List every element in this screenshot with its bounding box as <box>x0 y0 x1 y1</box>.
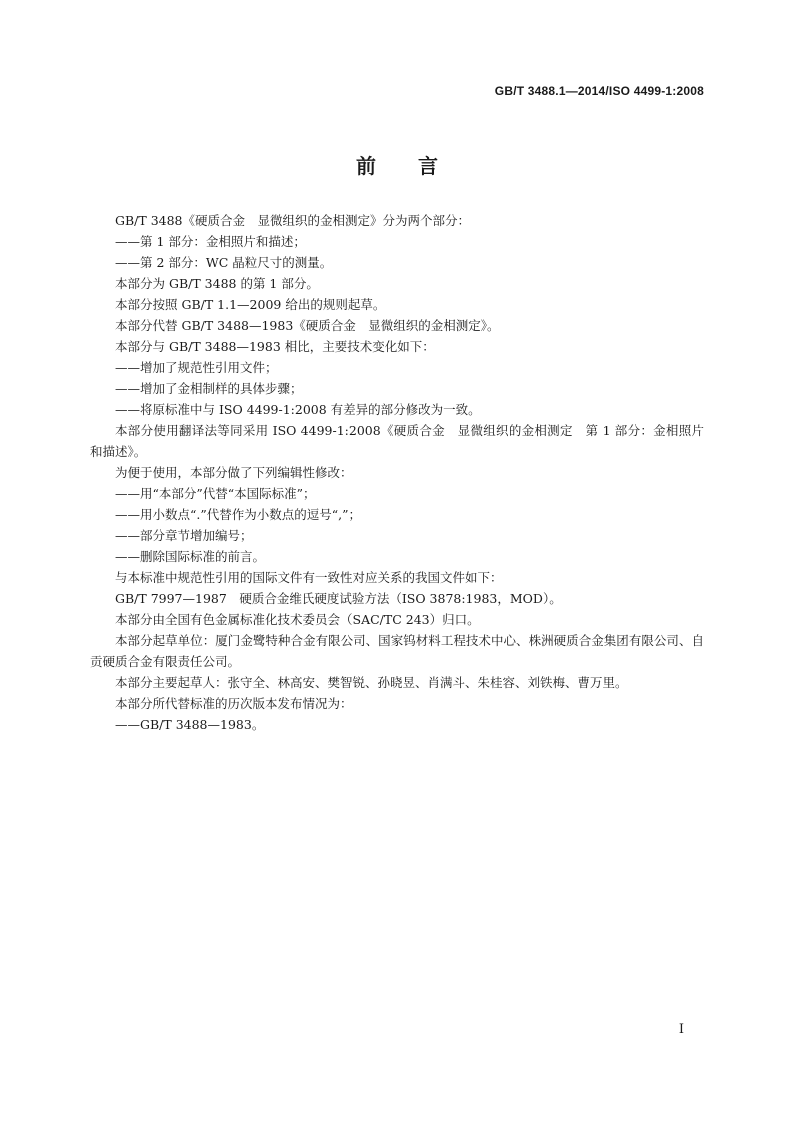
paragraph: 为便于使用，本部分做了下列编辑性修改： <box>115 465 353 480</box>
paragraph: 本部分代替 GB/T 3488—1983《硬质合金 显微组织的金相测定》。 <box>115 318 500 333</box>
paragraph: ——GB/T 3488—1983。 <box>115 717 265 732</box>
page-title: 前言 <box>356 154 480 178</box>
paragraph: ——第 1 部分：金相照片和描述； <box>115 234 306 249</box>
paragraph: 与本标准中规范性引用的国际文件有一致性对应关系的我国文件如下： <box>115 570 503 585</box>
paragraph: ——用“本部分”代替“本国际标准”； <box>115 486 316 501</box>
paragraph: 本部分由全国有色金属标准化技术委员会（SAC/TC 243）归口。 <box>115 612 480 627</box>
paragraph: 本部分所代替标准的历次版本发布情况为： <box>115 696 353 711</box>
paragraph: 本部分使用翻译法等同采用 ISO 4499-1:2008《硬质合金 显微组织的金相测定 第 1 部分：金相照片和描述》。 <box>90 423 704 459</box>
paragraph: GB/T 7997—1987 硬质合金维氏硬度试验方法（ISO 3878:1983，MOD）。 <box>115 591 562 606</box>
foreword-body <box>90 210 704 735</box>
page-number: I <box>678 1022 684 1037</box>
paragraph: 本部分主要起草人：张守全、林高安、樊智锐、孙晓昱、肖满斗、朱桂容、刘铁梅、曹万里。 <box>115 675 628 690</box>
paragraph: ——增加了金相制样的具体步骤； <box>115 381 303 396</box>
paragraph: 本部分按照 GB/T 1.1—2009 给出的规则起草。 <box>115 297 386 312</box>
paragraph: ——删除国际标准的前言。 <box>115 549 266 564</box>
paragraph: 本部分与 GB/T 3488—1983 相比，主要技术变化如下： <box>115 339 435 354</box>
paragraph: 本部分起草单位：厦门金鹭特种合金有限公司、国家钨材料工程技术中心、株洲硬质合金集团有限公司、自贡硬质合金有限责任公司。 <box>90 633 704 669</box>
paragraph: 本部分为 GB/T 3488 的第 1 部分。 <box>115 276 319 291</box>
paragraph: ——增加了规范性引用文件； <box>115 360 278 375</box>
paragraph: ——将原标准中与 ISO 4499-1:2008 有差异的部分修改为一致。 <box>115 402 481 417</box>
paragraph: GB/T 3488《硬质合金 显微组织的金相测定》分为两个部分： <box>115 213 471 228</box>
paragraph: ——第 2 部分：WC 晶粒尺寸的测量。 <box>115 255 333 270</box>
paragraph: ——部分章节增加编号； <box>115 528 253 543</box>
standard-code-header: GB/T 3488.1—2014/ISO 4499-1:2008 <box>494 84 704 98</box>
paragraph: ——用小数点“.”代替作为小数点的逗号“,”； <box>115 507 362 522</box>
